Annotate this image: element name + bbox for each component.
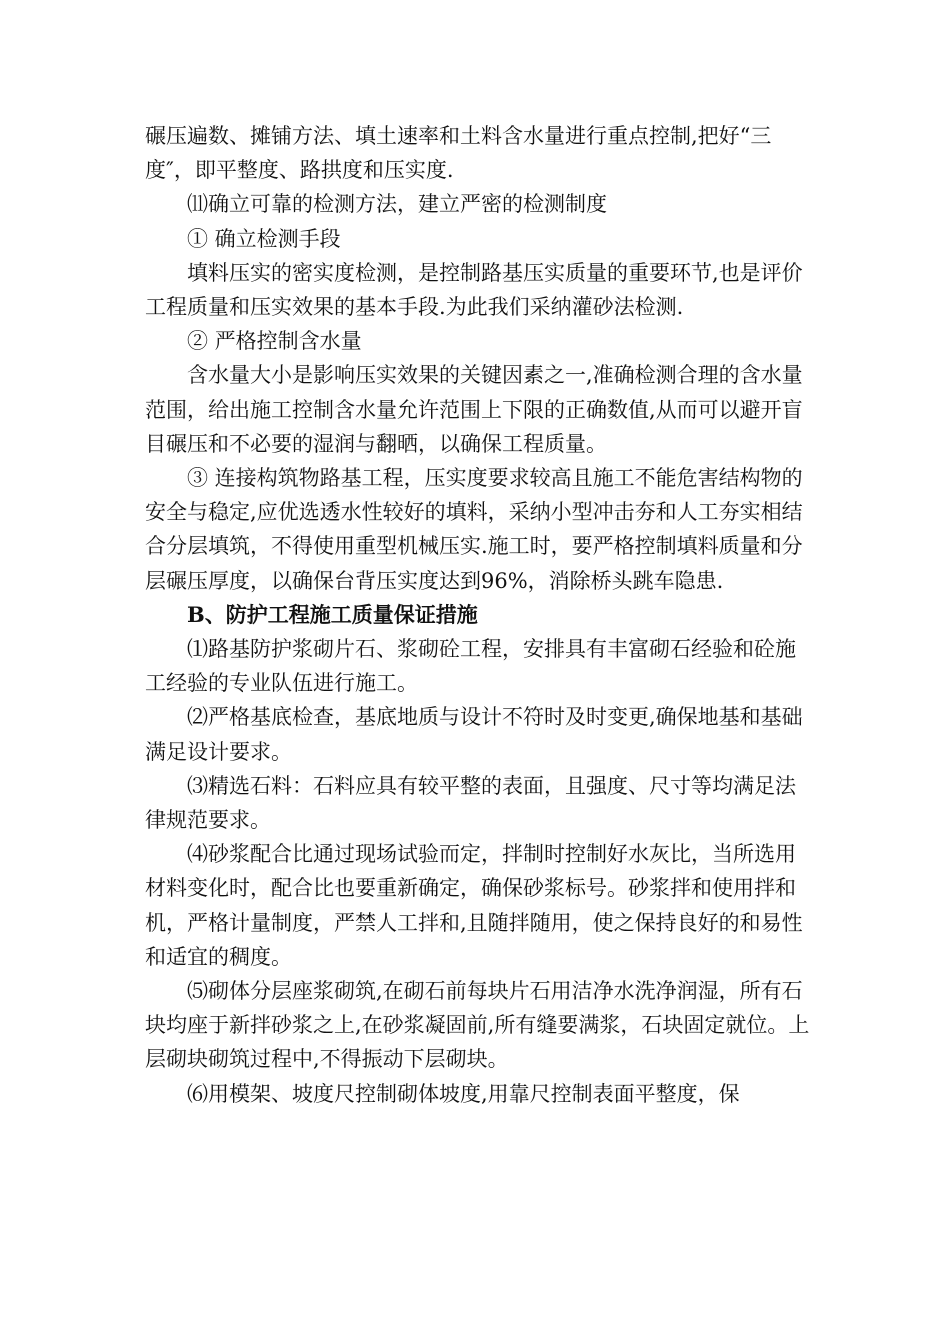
paragraph-protection-5: ⑸砌体分层座浆砌筑,在砌石前每块片石用洁净水洗净润湿，所有石块均座于新拌砂浆之上,在砂浆凝固前,所有缝要满浆，石块固定就位。上层砌块砌筑过程中,不得振动下层砌块。 [145, 979, 810, 1072]
paragraph-testing-means-title: ① 确立检测手段 [187, 226, 341, 251]
paragraph-structure-subgrade: ③ 连接构筑物路基工程，压实度要求较高且施工不能危害结构物的安全与稳定,应优选透水性较好的填料，采纳小型冲击夯和人工夯实相结合分层填筑，不得使用重型机械压实.施工时，要严格控制填料质量和分层碾压厚度，以确保台背压实度达到96%，消除桥头跳车隐患. [145, 466, 803, 593]
paragraph-compaction-control: 碾压遍数、摊铺方法、填土速率和土料含水量进行重点控制,把好“三度″，即平整度、路拱度和压实度. [145, 124, 772, 183]
paragraph-protection-6: ⑹用模架、坡度尺控制砌体坡度,用靠尺控制表面平整度，保 [187, 1081, 740, 1106]
paragraph-moisture-content: 含水量大小是影响压实效果的关键因素之一,准确检测合理的含水量范围，给出施工控制含水量允许范围上下限的正确数值,从而可以避开盲目碾压和不必要的湿润与翻晒，以确保工程质量。 [145, 363, 803, 456]
paragraph-protection-2: ⑵严格基底检查，基底地质与设计不符时及时变更,确保地基和基础满足设计要求。 [145, 705, 803, 764]
paragraph-density-testing: 填料压实的密实度检测，是控制路基压实质量的重要环节,也是评价工程质量和压实效果的基本手段.为此我们采纳灌砂法检测. [145, 260, 803, 320]
paragraph-moisture-title: ② 严格控制含水量 [187, 329, 362, 354]
paragraph-protection-3: ⑶精选石料：石料应具有较平整的表面，且强度、尺寸等均满足法律规范要求。 [145, 773, 796, 833]
paragraph-protection-4: ⑷砂浆配合比通过现场试验而定，拌制时控制好水灰比，当所选用材料变化时，配合比也要重新确定，确保砂浆标号。砂浆拌和使用拌和机，严格计量制度，严禁人工拌和,且随拌随用，使之保持良好的和易性和适宜的稠度。 [145, 842, 803, 969]
paragraph-testing-method: ⑾确立可靠的检测方法，建立严密的检测制度 [187, 192, 607, 217]
section-heading-protection: B、防护工程施工质量保证措施 [187, 601, 478, 627]
paragraph-protection-1: ⑴路基防护浆砌片石、浆砌砼工程，安排具有丰富砌石经验和砼施工经验的专业队伍进行施工。 [145, 637, 796, 696]
document-body [145, 119, 810, 1111]
